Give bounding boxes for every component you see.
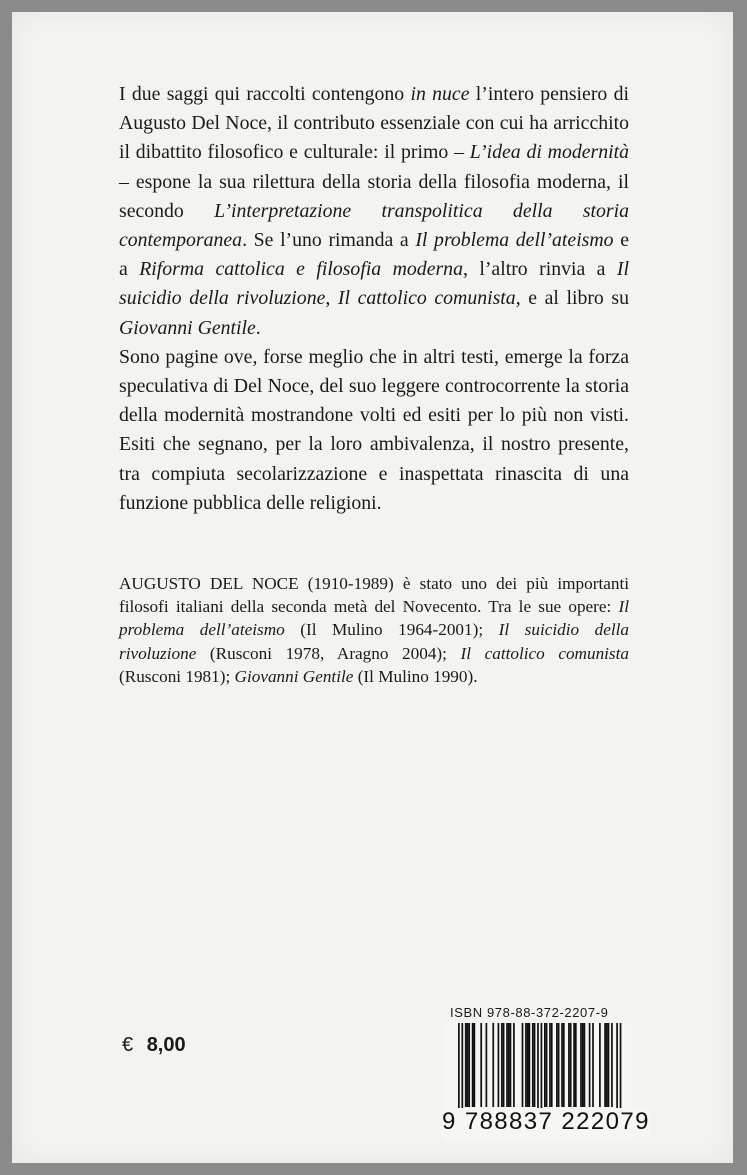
author-bio: [119, 572, 629, 688]
blurb-run: , e al libro su: [515, 287, 629, 310]
barcode-bar: [467, 1023, 469, 1107]
book-blurb: [119, 80, 629, 518]
barcode-bar: [604, 1023, 606, 1107]
barcode-bar: [461, 1023, 463, 1119]
barcode-bar: [608, 1023, 610, 1107]
barcode-bar: [506, 1023, 508, 1107]
ean-digits: 9 788837 222079: [442, 1108, 650, 1135]
blurb-run: . Se l’uno rimanda a: [242, 229, 416, 252]
barcode-bar: [551, 1023, 553, 1107]
barcode-bar: [558, 1023, 560, 1107]
barcode-bar: [527, 1023, 529, 1107]
bio-run: (1910-1989) è stato uno dei più importanti filosofi italiani della seconda metà del Novecento. Tra le sue opere:: [119, 574, 629, 617]
barcode-bar: [620, 1023, 622, 1119]
blurb-paragraph-1: [119, 80, 629, 343]
bio-run: Il suicidio della rivoluzione: [119, 620, 629, 663]
barcode-bar: [498, 1023, 500, 1107]
blurb-run: ,: [325, 287, 338, 310]
bio-run: Giovanni Gentile: [234, 666, 354, 686]
blurb-run: l’intero pensiero di Augusto Del Noce, il contributo essenziale con cui ha arricchito il dibattito filosofico e culturale: il primo –: [119, 83, 629, 164]
bio-run: Il cattolico comunista: [460, 643, 629, 663]
barcode-bar: [468, 1023, 470, 1107]
barcode-bar: [513, 1023, 515, 1107]
barcode-bar: [549, 1023, 551, 1107]
barcode-bar: [570, 1023, 572, 1107]
barcode-bar: [472, 1023, 474, 1107]
blurb-run: I due saggi qui raccolti contengono: [119, 83, 411, 105]
barcode-bar: [522, 1023, 524, 1107]
barcode-bar: [532, 1023, 534, 1107]
blurb-run: – espone la sua rilettura della storia della filosofia moderna, il secondo: [119, 170, 629, 222]
author-bio-text: [119, 572, 629, 688]
blurb-run: Giovanni Gentile: [119, 316, 256, 339]
barcode-bar: [465, 1023, 467, 1107]
barcode-bar: [616, 1023, 618, 1119]
barcode-bar: [546, 1023, 548, 1107]
barcode-bar: [529, 1023, 531, 1107]
barcode-bar: [501, 1023, 503, 1107]
barcode-bar: [589, 1023, 591, 1107]
barcode-bar: [480, 1023, 482, 1107]
blurb-paragraph-2: Sono pagine ove, forse meglio che in altri testi, emerge la forza speculativa di Del Noce, del suo leggere controcorrente la storia della modernità mostrandone volti ed esiti per lo più non visti. Esiti che segnano, per la loro ambivalenza, il nostro presente, tra compiuta secolarizzazione e inaspettata rinascita di una funzione pubblica delle religioni.: [119, 345, 629, 514]
barcode-bar: [606, 1023, 608, 1107]
barcode-bar: [508, 1023, 510, 1107]
barcode-bar: [599, 1023, 601, 1107]
bio-run: AUGUSTO DEL NOCE: [119, 574, 299, 593]
barcode-bar: [592, 1023, 594, 1107]
blurb-run: , l’altro rinvia a: [462, 258, 617, 281]
barcode-bar: [486, 1023, 488, 1107]
blurb-run: .: [255, 316, 261, 339]
bio-run: Il problema dell’ateismo: [119, 597, 629, 640]
barcode-bar: [563, 1023, 565, 1107]
blurb-run: Il problema dell’ateismo: [415, 229, 614, 252]
barcode-bar: [525, 1023, 527, 1107]
blurb-run: L’idea di modernità: [469, 141, 629, 164]
barcode-bar: [537, 1023, 539, 1119]
barcode-bar: [573, 1023, 575, 1107]
bio-run: (Rusconi 1978, Aragno 2004);: [196, 643, 461, 663]
barcode-bar: [544, 1023, 546, 1107]
price: [122, 1034, 186, 1057]
barcode-bar: [575, 1023, 577, 1107]
barcode-bar: [510, 1023, 512, 1107]
barcode-bar: [492, 1023, 494, 1107]
barcode-bars: [444, 1023, 632, 1119]
back-cover: [12, 12, 733, 1163]
barcode-bar: [582, 1023, 584, 1107]
blurb-run: in nuce: [410, 83, 470, 105]
bio-run: (Il Mulino 1964-2001);: [284, 620, 499, 640]
barcode-bar: [584, 1023, 586, 1107]
price-amount: 8,00: [146, 1034, 186, 1056]
currency-symbol: €: [122, 1034, 134, 1056]
barcode-bar: [503, 1023, 505, 1107]
barcode-bar: [473, 1023, 475, 1107]
barcode-bar: [541, 1023, 543, 1119]
blurb-run: Riforma cattolica e filosofia moderna: [139, 258, 463, 281]
barcode-bar: [556, 1023, 558, 1107]
barcode-bar: [580, 1023, 582, 1107]
blurb-run: Il cattolico comunista: [337, 287, 516, 310]
barcode-bar: [568, 1023, 570, 1107]
bio-run: (Il Mulino 1990).: [353, 666, 478, 686]
barcode-bar: [611, 1023, 613, 1107]
blurb-run: L’interpretazione transpolitica della storia contemporanea: [119, 199, 629, 252]
blurb-run: Il suicidio della rivoluzione: [119, 258, 629, 310]
barcode-bar: [561, 1023, 563, 1107]
barcode-bar: [458, 1023, 460, 1119]
bio-run: (Rusconi 1981);: [119, 666, 235, 686]
blurb-run: e a: [119, 229, 629, 281]
isbn-label: ISBN 978-88-372-2207-9: [450, 1005, 609, 1020]
barcode-bar: [534, 1023, 536, 1107]
